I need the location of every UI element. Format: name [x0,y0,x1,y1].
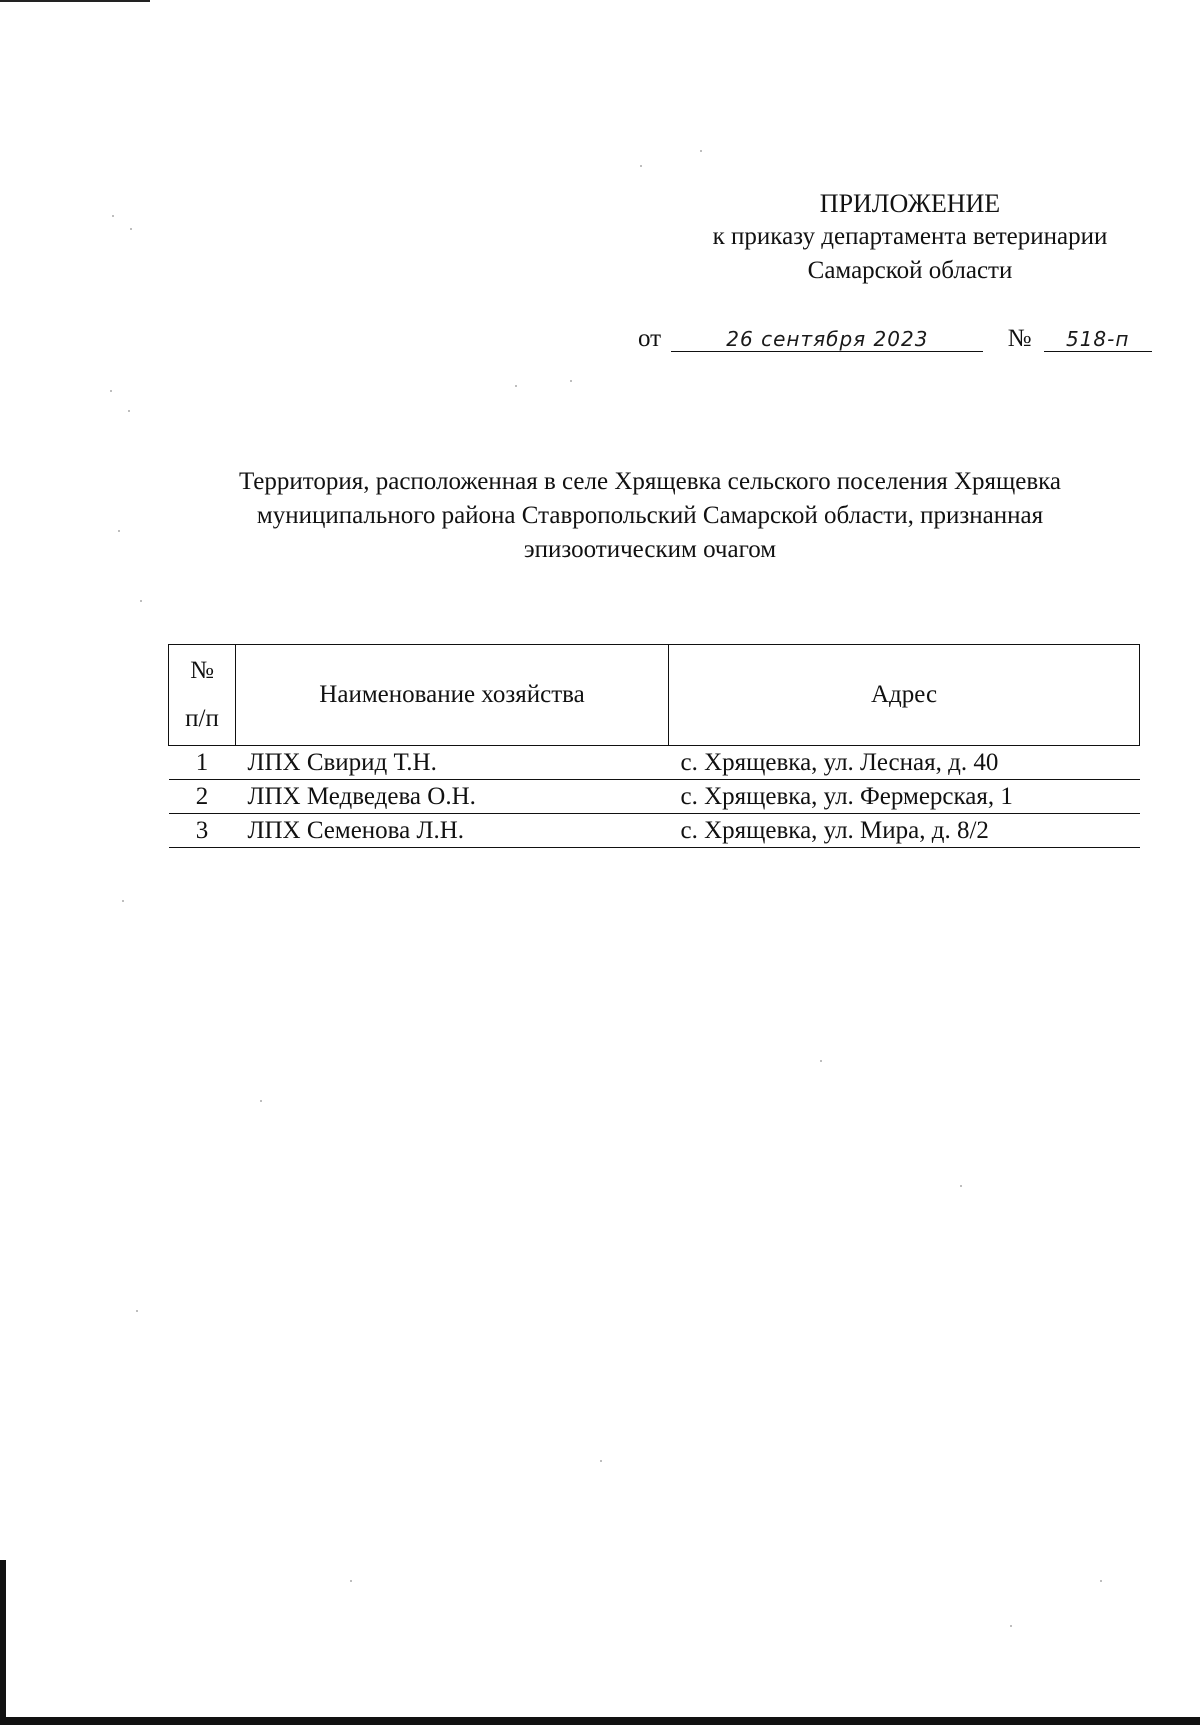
order-from-label: от [638,325,662,352]
header-name: Наименование хозяйства [236,645,669,746]
row-address: с. Хрящевка, ул. Мира, д. 8/2 [669,814,1140,848]
row-number: 2 [169,780,236,814]
row-address: с. Хрящевка, ул. Фермерская, 1 [669,780,1140,814]
row-number: 1 [169,746,236,780]
table-row [169,780,1140,814]
order-number-handwritten: 518-п [1044,327,1152,352]
order-line [638,325,1152,353]
header-number [169,645,236,746]
row-number: 3 [169,814,236,848]
document-heading: Территория, расположенная в селе Хрящевка сельского поселения Хрящевка муниципального района Ставропольский Самарской области, признанная эпизоотическим очагом [238,468,1062,563]
header-address: Адрес [669,645,1140,746]
row-address: с. Хрящевка, ул. Лесная, д. 40 [669,746,1140,780]
scan-edge-left [0,1560,6,1725]
row-farm-name: ЛПХ Медведева О.Н. [236,780,669,814]
order-number-label: № [1007,325,1032,352]
scan-edge-top [0,0,150,2]
appendix-line-2: Самарской области [807,257,1013,284]
header-number-line2: п/п [185,705,219,732]
table-header-row [169,645,1140,746]
appendix-title: ПРИЛОЖЕНИЕ [819,189,1001,218]
header-number-line1: № [190,657,214,684]
row-farm-name: ЛПХ Свирид Т.Н. [236,746,669,780]
scan-edge-bottom [0,1717,1200,1725]
farms-table [168,644,1140,848]
order-date-handwritten: 26 сентября 2023 [671,327,983,352]
table-row [169,814,1140,848]
row-farm-name: ЛПХ Семенова Л.Н. [236,814,669,848]
appendix-line-1: к приказу департамента ветеринарии [712,223,1108,250]
table-row [169,746,1140,780]
